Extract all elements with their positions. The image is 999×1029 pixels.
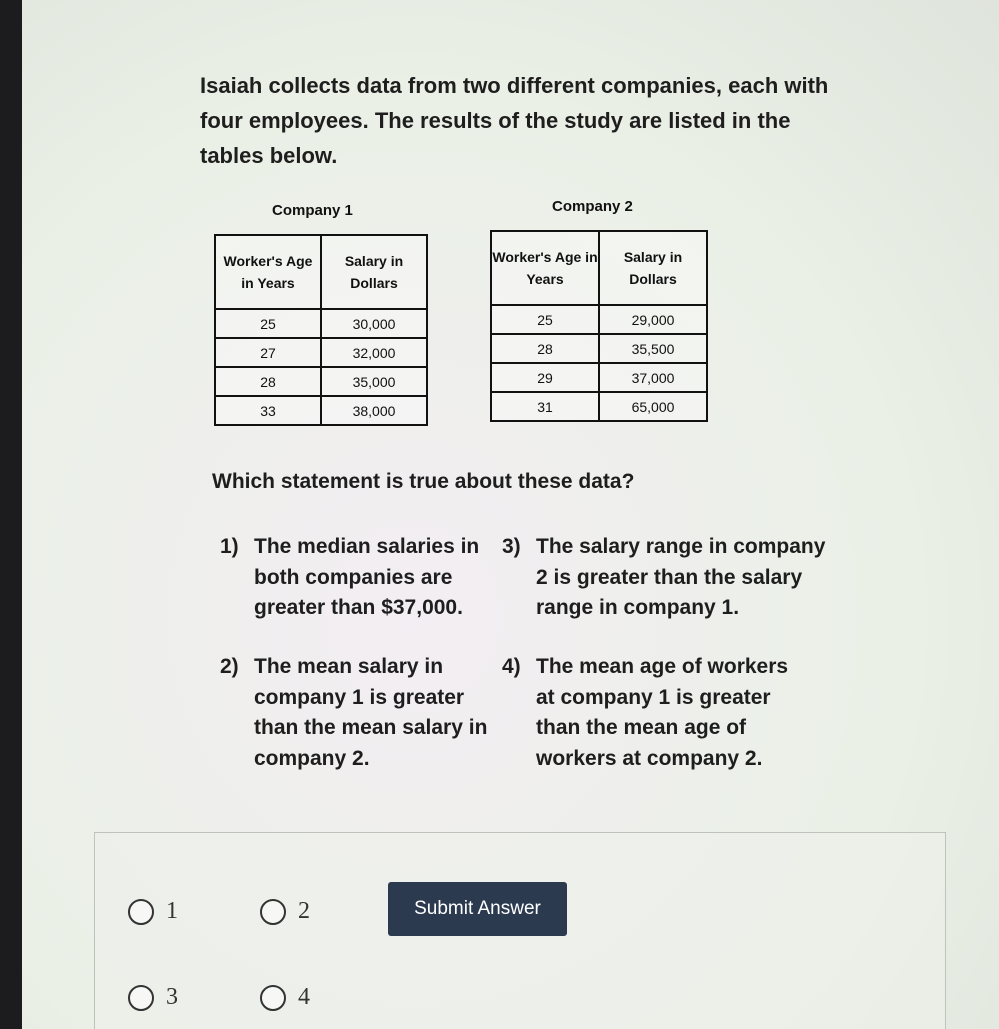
radio-button[interactable] <box>128 899 154 925</box>
answer-choice-4[interactable] <box>260 984 310 1011</box>
question-prompt: Which statement is true about these data? <box>212 470 635 493</box>
option-number: 1) <box>220 535 239 558</box>
table-row <box>491 363 707 392</box>
option-text: The mean salary in company 1 is greater than the mean salary in company 2. <box>254 655 488 770</box>
table-row <box>215 367 427 396</box>
choice-label: 4 <box>298 984 310 1010</box>
salary-cell: 65,000 <box>599 392 707 421</box>
table-row <box>491 305 707 334</box>
age-cell: 25 <box>491 305 599 334</box>
radio-button[interactable] <box>260 985 286 1011</box>
age-cell: 31 <box>491 392 599 421</box>
salary-cell: 35,500 <box>599 334 707 363</box>
salary-cell: 29,000 <box>599 305 707 334</box>
salary-cell: 38,000 <box>321 396 427 425</box>
question-text: Isaiah collects data from two different companies, each with four employees. The results of the study are listed in the tables below. <box>200 73 829 168</box>
choice-label: 3 <box>166 984 178 1010</box>
salary-cell: 37,000 <box>599 363 707 392</box>
table-row <box>215 396 427 425</box>
company-1-age-header: Worker's Age in Years <box>215 235 321 309</box>
option-text: The mean age of workers at company 1 is greater than the mean age of workers at company 2. <box>536 655 789 770</box>
age-cell: 25 <box>215 309 321 338</box>
age-cell: 28 <box>491 334 599 363</box>
answer-choice-3[interactable] <box>128 984 178 1011</box>
salary-cell: 30,000 <box>321 309 427 338</box>
choice-label: 2 <box>298 898 310 924</box>
age-cell: 28 <box>215 367 321 396</box>
age-cell: 27 <box>215 338 321 367</box>
option-text: The median salaries in both companies are greater than $37,000. <box>254 535 480 619</box>
option-number: 3) <box>502 535 521 558</box>
company-2-title: Company 2 <box>552 198 633 215</box>
screen <box>22 0 999 1029</box>
radio-button[interactable] <box>128 985 154 1011</box>
company-2-table <box>490 230 708 422</box>
age-cell: 33 <box>215 396 321 425</box>
option-text: The salary range in company 2 is greater than the salary range in company 1. <box>536 535 826 619</box>
salary-cell: 35,000 <box>321 367 427 396</box>
salary-cell: 32,000 <box>321 338 427 367</box>
company-2-salary-header: Salary in Dollars <box>599 231 707 305</box>
option-number: 2) <box>220 655 239 678</box>
company-1-table <box>214 234 428 426</box>
submit-answer-button[interactable]: Submit Answer <box>388 882 567 936</box>
table-row <box>215 309 427 338</box>
table-row <box>215 338 427 367</box>
answer-choice-1[interactable] <box>128 898 178 925</box>
age-cell: 29 <box>491 363 599 392</box>
answer-choice-2[interactable] <box>260 898 310 925</box>
company-1-salary-header: Salary in Dollars <box>321 235 427 309</box>
table-row <box>491 334 707 363</box>
table-row <box>491 392 707 421</box>
company-1-title: Company 1 <box>272 202 353 219</box>
option-number: 4) <box>502 655 521 678</box>
choice-label: 1 <box>166 898 178 924</box>
company-2-age-header: Worker's Age in Years <box>491 231 599 305</box>
radio-button[interactable] <box>260 899 286 925</box>
